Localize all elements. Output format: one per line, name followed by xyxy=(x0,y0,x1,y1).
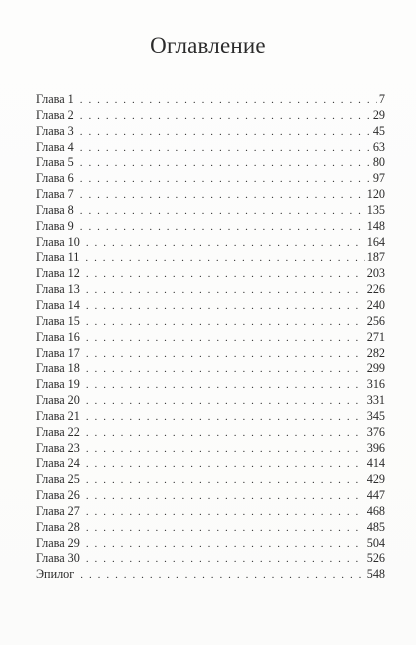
toc-entry xyxy=(36,441,385,457)
toc-entry-label: Глава 6 xyxy=(36,171,74,186)
toc-entry-label: Глава 13 xyxy=(36,282,80,297)
toc-entry xyxy=(36,520,385,536)
toc-entry xyxy=(36,536,385,552)
toc-entry xyxy=(36,250,385,266)
toc-dot-leader xyxy=(80,220,365,236)
toc-entry-page-number: 376 xyxy=(366,424,385,439)
toc-entry-label: Глава 3 xyxy=(36,123,74,138)
toc-entry-label: Глава 9 xyxy=(36,218,74,233)
toc-dot-leader xyxy=(86,442,365,458)
toc-entry xyxy=(36,361,385,377)
toc-entry-label: Глава 11 xyxy=(36,250,80,265)
toc-entry-label: Глава 29 xyxy=(36,535,80,550)
toc-entry-label: Глава 10 xyxy=(36,234,80,249)
toc-entry xyxy=(36,551,385,567)
toc-dot-leader xyxy=(86,315,365,331)
toc-dot-leader xyxy=(86,267,365,283)
toc-entry-page-number: 29 xyxy=(372,107,385,122)
toc-entry xyxy=(36,314,385,330)
toc-dot-leader xyxy=(80,188,365,204)
toc-dot-leader xyxy=(86,505,365,521)
toc-entry-page-number: 97 xyxy=(372,171,385,186)
toc-entry xyxy=(36,219,385,235)
toc-entry-label: Глава 27 xyxy=(36,503,80,518)
toc-dot-leader xyxy=(86,394,365,410)
toc-entry-page-number: 45 xyxy=(372,123,385,138)
toc-dot-leader xyxy=(80,156,371,172)
toc-entry-page-number: 331 xyxy=(366,393,385,408)
toc-dot-leader xyxy=(80,93,377,109)
toc-entry-page-number: 396 xyxy=(366,440,385,455)
toc-dot-leader xyxy=(85,251,364,267)
toc-entry xyxy=(36,108,385,124)
toc-dot-leader xyxy=(80,172,371,188)
toc-entry xyxy=(36,330,385,346)
toc-entry-page-number: 271 xyxy=(366,329,385,344)
toc-entry-page-number: 80 xyxy=(372,155,385,170)
toc-dot-leader xyxy=(86,426,365,442)
toc-entry-page-number: 203 xyxy=(366,266,385,281)
toc-entry xyxy=(36,235,385,251)
page-title: Оглавление xyxy=(150,33,266,58)
toc-entry xyxy=(36,298,385,314)
toc-entry xyxy=(36,504,385,520)
toc-entry-label: Глава 15 xyxy=(36,313,80,328)
toc-entry-label: Глава 24 xyxy=(36,456,80,471)
toc-entry-page-number: 447 xyxy=(366,488,385,503)
toc-dot-leader xyxy=(86,299,365,315)
toc-entry xyxy=(36,155,385,171)
toc-entry-label: Глава 17 xyxy=(36,345,80,360)
toc-entry xyxy=(36,567,385,583)
toc-dot-leader xyxy=(80,204,365,220)
toc-entry-label: Глава 23 xyxy=(36,440,80,455)
toc-dot-leader xyxy=(86,362,365,378)
table-of-contents xyxy=(36,92,385,583)
toc-entry xyxy=(36,425,385,441)
toc-entry-label: Эпилог xyxy=(36,567,75,582)
toc-entry-page-number: 7 xyxy=(378,92,385,106)
toc-entry-page-number: 345 xyxy=(366,408,385,423)
toc-entry-label: Глава 12 xyxy=(36,266,80,281)
toc-entry xyxy=(36,282,385,298)
toc-entry-page-number: 526 xyxy=(366,551,385,566)
toc-entry-label: Глава 22 xyxy=(36,424,80,439)
toc-entry-label: Глава 28 xyxy=(36,519,80,534)
toc-entry-label: Глава 4 xyxy=(36,139,74,154)
toc-entry-label: Глава 8 xyxy=(36,202,74,217)
toc-entry xyxy=(36,92,385,108)
toc-entry-page-number: 299 xyxy=(366,361,385,376)
toc-dot-leader xyxy=(86,331,365,347)
toc-dot-leader xyxy=(86,378,365,394)
toc-entry-label: Глава 18 xyxy=(36,361,80,376)
toc-entry-label: Глава 20 xyxy=(36,393,80,408)
toc-dot-leader xyxy=(86,347,365,363)
toc-entry xyxy=(36,393,385,409)
toc-entry xyxy=(36,456,385,472)
toc-entry-label: Глава 21 xyxy=(36,408,80,423)
toc-entry-label: Глава 5 xyxy=(36,155,74,170)
toc-entry-page-number: 135 xyxy=(366,202,385,217)
toc-entry-page-number: 187 xyxy=(366,250,385,265)
toc-entry xyxy=(36,488,385,504)
toc-entry-page-number: 504 xyxy=(366,535,385,550)
toc-entry xyxy=(36,203,385,219)
toc-entry-page-number: 148 xyxy=(366,218,385,233)
toc-dot-leader xyxy=(86,552,365,568)
toc-entry-page-number: 548 xyxy=(366,567,385,582)
toc-dot-leader xyxy=(80,568,364,584)
toc-dot-leader xyxy=(80,109,371,125)
toc-entry-page-number: 240 xyxy=(366,297,385,312)
toc-entry-label: Глава 26 xyxy=(36,488,80,503)
toc-dot-leader xyxy=(80,141,371,157)
toc-entry-page-number: 414 xyxy=(366,456,385,471)
toc-dot-leader xyxy=(86,473,365,489)
toc-dot-leader xyxy=(86,521,365,537)
toc-entry-label: Глава 16 xyxy=(36,329,80,344)
toc-entry-page-number: 256 xyxy=(366,313,385,328)
toc-entry-label: Глава 19 xyxy=(36,377,80,392)
toc-entry-label: Глава 25 xyxy=(36,472,80,487)
toc-entry-page-number: 120 xyxy=(366,187,385,202)
toc-entry xyxy=(36,124,385,140)
toc-entry-label: Глава 2 xyxy=(36,107,74,122)
toc-entry-page-number: 226 xyxy=(366,282,385,297)
toc-entry xyxy=(36,187,385,203)
toc-entry xyxy=(36,472,385,488)
toc-entry-page-number: 485 xyxy=(366,519,385,534)
toc-entry-label: Глава 30 xyxy=(36,551,80,566)
toc-entry xyxy=(36,266,385,282)
toc-entry-page-number: 63 xyxy=(372,139,385,154)
toc-entry-page-number: 282 xyxy=(366,345,385,360)
toc-dot-leader xyxy=(86,489,365,505)
toc-entry-page-number: 429 xyxy=(366,472,385,487)
toc-entry-page-number: 164 xyxy=(366,234,385,249)
toc-entry xyxy=(36,171,385,187)
toc-entry-label: Глава 14 xyxy=(36,297,80,312)
toc-dot-leader xyxy=(86,236,365,252)
toc-entry-label: Глава 1 xyxy=(36,92,74,106)
toc-entry-label: Глава 7 xyxy=(36,187,74,202)
toc-dot-leader xyxy=(86,410,365,426)
toc-entry xyxy=(36,346,385,362)
toc-entry-page-number: 316 xyxy=(366,377,385,392)
toc-dot-leader xyxy=(86,283,365,299)
toc-entry-page-number: 468 xyxy=(366,503,385,518)
toc-entry xyxy=(36,377,385,393)
toc-dot-leader xyxy=(80,125,371,141)
toc-dot-leader xyxy=(86,457,365,473)
toc-dot-leader xyxy=(86,537,365,553)
toc-entry xyxy=(36,409,385,425)
toc-entry xyxy=(36,140,385,156)
